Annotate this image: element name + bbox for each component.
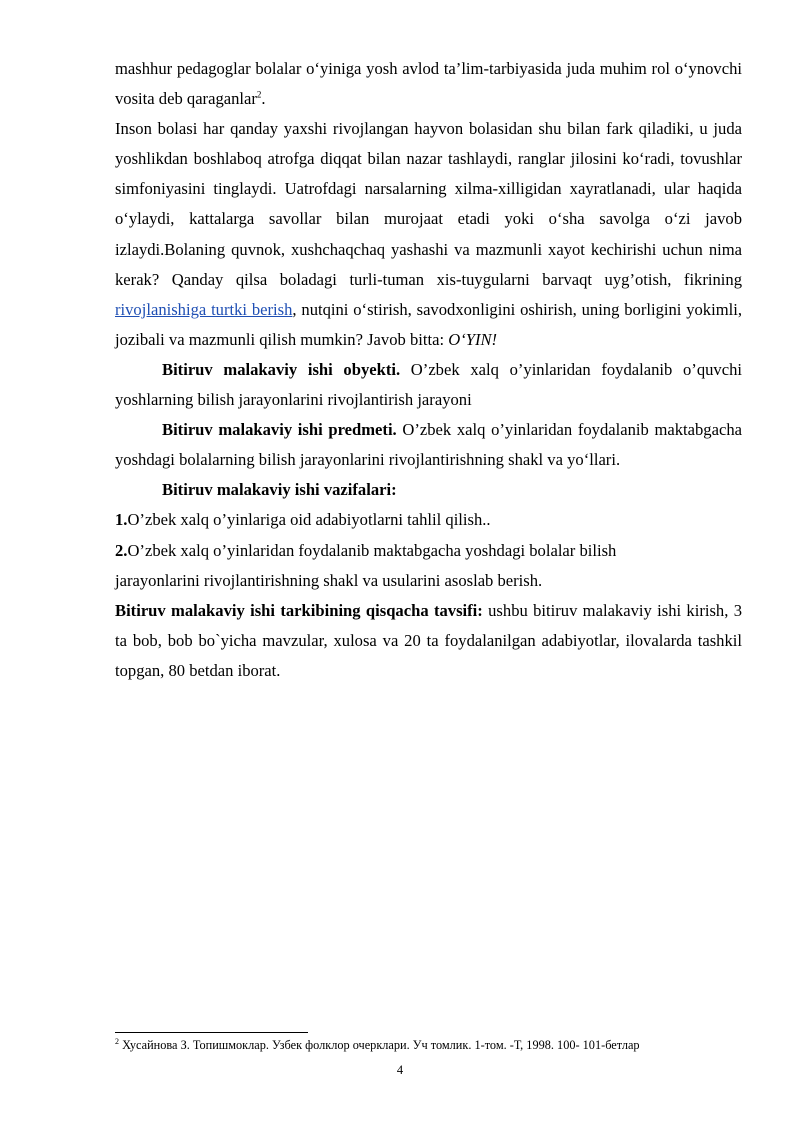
object-text: O’zbek xalq o’yinlaridan foydalanib o’quvchi yoshlarning bilish jarayonlarini rivojlantirish jarayoni (115, 359, 742, 410)
task-item (115, 536, 742, 596)
footnote (115, 1037, 755, 1053)
paragraph-inson-bolasi (115, 114, 742, 355)
summary-text: ushbu bitiruv malakaviy ishi kirish, 3 ta bob, bob bo`yicha mavzular, xulosa va 20 ta foydalanilgan adabiyotlar, ilovalarda tashkil topgan, 80 betdan iborat. (115, 600, 743, 680)
footnote-number: 2 (115, 1036, 119, 1046)
footnote-reference: 2 (256, 89, 262, 100)
hyperlink-rivojlanishiga[interactable]: rivojlanishiga turtki berish (115, 299, 293, 319)
task-item (115, 505, 742, 535)
task-text: O’zbek xalq o’yinlariga oid adabiyotlarni tahlil qilish.. (127, 510, 491, 530)
footnote-separator (115, 1032, 308, 1033)
subject-label: Bitiruv malakaviy ishi predmeti. (162, 420, 397, 440)
paragraph-intro-end: . (261, 89, 266, 109)
task-number: 1. (115, 510, 128, 530)
paragraph-intro (115, 54, 742, 114)
paragraph-subject (115, 415, 742, 475)
tasks-heading (115, 475, 742, 505)
tasks-heading-text: Bitiruv malakaviy ishi vazifalari: (162, 480, 397, 500)
paragraph-intro-text: mashhur pedagoglar bolalar o‘yiniga yosh avlod ta’lim-tarbiyasida juda muhim rol o‘ynovchi vosita deb qaraganlar (115, 59, 742, 109)
object-label: Bitiruv malakaviy ishi obyekti. (162, 359, 401, 379)
answer-text: O‘YIN! (448, 329, 498, 349)
paragraph-summary (115, 596, 742, 686)
task-text: O’zbek xalq o’yinlaridan foydalanib maktabgacha yoshdagi bolalar bilish jarayonlarini rivojlantirishning shakl va usularini asoslab berish. (115, 540, 617, 590)
paragraph-object (115, 355, 742, 415)
paragraph-text: , nutqini o‘stirish, savodxonligini oshirish, uning borligini yokimli, jozibali va mazmunli qilish mumkin? Javob bitta: (115, 299, 742, 349)
footnote-text: Хусайнова З. Топишмоклар. Узбек фолклор очерклари. Уч томлик. 1-том. -Т, 1998. 100- 101-бетлар (119, 1038, 640, 1052)
page-number: 4 (396, 1063, 404, 1077)
summary-label: Bitiruv malakaviy ishi tarkibining qisqacha tavsifi: (115, 600, 483, 620)
document-body (115, 54, 742, 686)
subject-text: O’zbek xalq o’yinlaridan foydalanib maktabgacha yoshdagi bolalarning bilish jarayonlarini rivojlantirishning shakl va yo‘llari. (115, 420, 742, 470)
paragraph-text: Inson bolasi har qanday yaxshi rivojlangan hayvon bolasidan shu bilan fark qiladiki, u juda yoshlikdan boshlaboq atrofga diqqat bilan nazar tashlaydi, ranglar jilosini ko‘radi, tovushlar simfoniyasini tinglaydi. Uatrofdagi narsalarning xilma-xilligidan xayratlanadi, ular haqida o‘ylaydi, kattalarga savollar bilan murojaat etadi yoki o‘sha savolga o‘zi javob izlaydi.Bolaning quvnok, xushchaqchaq yashashi va mazmunli xayot kechirishi uchun nima kerak? Qanday qilsa boladagi turli-tuman xis-tuygularni barvaqt uyg’otish, fikrining (115, 119, 742, 289)
task-number: 2. (115, 540, 128, 560)
